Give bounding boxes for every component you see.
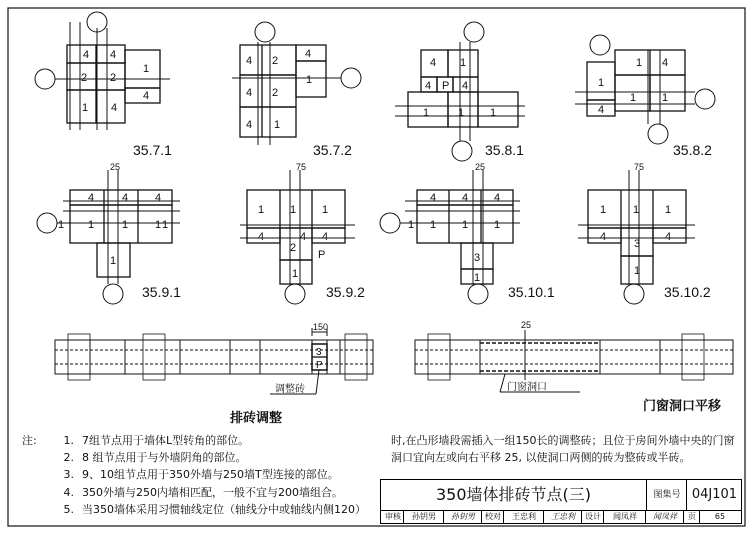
detail-label: 35.10.2 (664, 284, 711, 300)
wall-strip-opening-shift (415, 320, 733, 413)
note-text: 当350墙体采用习惯轴线定位（轴线分中或轴线内侧120） (82, 502, 366, 516)
cell-number: 4 (143, 90, 150, 102)
note-number: 3. (63, 468, 74, 482)
detail-label: 35.8.2 (673, 142, 712, 158)
check-label: 校对 (485, 512, 501, 521)
cell-number: 1 (122, 219, 129, 231)
cell-number: 3 (474, 252, 481, 264)
cell-number: 1 (633, 204, 640, 216)
axis-bubble (255, 22, 275, 42)
detail-label: 35.9.1 (142, 284, 181, 300)
detail-35-7-2 (232, 22, 361, 145)
cell-number: 1 (292, 268, 299, 280)
note-text: 7组节点用于墙体L型转角的部位。 (82, 434, 250, 447)
cell-number: 75 (634, 162, 645, 172)
dimension-text: 150 (313, 322, 329, 332)
dimension-text: 25 (110, 162, 121, 172)
note-number: 4. (63, 485, 74, 499)
cell-number: 2 (272, 87, 279, 99)
cell-number: 75 (296, 162, 307, 172)
cell-number: 3 (316, 347, 322, 358)
cell-number: 4 (430, 192, 437, 204)
cell-number: 4 (88, 192, 95, 204)
note-number: 2. (63, 451, 74, 465)
callout-label: 门窗洞口 (507, 382, 547, 393)
cell-number: 4 (600, 231, 607, 243)
detail-label: 35.7.2 (313, 142, 352, 158)
cell-number: 2 (272, 55, 279, 67)
cell-number: 1 (662, 92, 669, 104)
cell-number: 1 (58, 219, 65, 231)
detail-label: 35.10.1 (508, 284, 555, 300)
note-text: 8 组节点用于与外墙阴角的部位。 (82, 451, 247, 465)
detail-label: 35.9.2 (326, 284, 365, 300)
drawing-title: 350墙体排砖节点(三) (435, 485, 592, 504)
cell-number: 25 (475, 162, 486, 172)
axis-bubble (380, 213, 400, 233)
cell-number: 4 (598, 104, 605, 116)
atlas-label: 图集号 (646, 480, 687, 510)
checker-signature: 王忠利 (551, 512, 575, 521)
cell-number: 4 (246, 119, 253, 131)
axis-bubble (35, 69, 55, 89)
cell-number: 1 (258, 204, 265, 216)
note-number: 5. (63, 502, 74, 516)
cell-number: 1 (162, 219, 169, 231)
cell-number: 4 (300, 231, 307, 243)
cell-number: 1 (82, 102, 89, 114)
detail-35-8-1 (395, 22, 525, 161)
cell-number: 4 (665, 231, 672, 243)
page-label: 页 (688, 512, 696, 521)
designer-name: 闻凤祥 (613, 512, 637, 521)
dimension-text: 25 (521, 320, 532, 330)
cell-number: 4 (462, 192, 469, 204)
review-label: 审核 (385, 512, 401, 521)
note-number: 1. (63, 434, 74, 447)
cell-number: 1 (630, 92, 637, 104)
axis-bubble (103, 284, 123, 304)
cell-number: 1 (462, 219, 469, 231)
cell-number: 4 (494, 192, 501, 204)
cell-number: 4 (430, 57, 437, 69)
cell-number: 3 (634, 238, 641, 250)
cell-number: P (316, 360, 323, 371)
axis-bubble (590, 35, 610, 55)
notes (22, 432, 366, 518)
cell-number: 4 (110, 49, 117, 61)
cell-number: P (442, 80, 450, 92)
axis-bubble (468, 284, 488, 304)
axis-bubble (695, 89, 715, 109)
detail-35-7-1 (35, 12, 170, 130)
detail-label: 35.8.1 (485, 142, 524, 158)
detail-35-8-2 (575, 35, 715, 144)
checker-name: 王忠利 (512, 512, 536, 521)
cell-number: 1 (474, 272, 481, 284)
cell-number: 1 (408, 219, 415, 231)
cell-number: 1 (274, 119, 281, 131)
detail-35-9-2 (240, 162, 355, 304)
wall-strip-adjustment (55, 322, 373, 425)
axis-bubble (341, 68, 361, 88)
cell-number: 4 (111, 102, 118, 114)
detail-35-10-2 (578, 162, 695, 304)
cell-number: 4 (305, 48, 312, 60)
cell-number: 4 (662, 57, 669, 69)
cell-number: 1 (598, 77, 605, 89)
cell-number: 4 (258, 231, 265, 243)
cell-number: 1 (494, 219, 501, 231)
cell-number: 1 (636, 57, 643, 69)
axis-bubble (452, 141, 472, 161)
cell-number: 1 (110, 255, 117, 267)
note-text: 350外墙与250内墙相匹配，一般不宜与200墙组合。 (82, 485, 343, 499)
cell-number: 1 (665, 204, 672, 216)
cell-number: 4 (246, 55, 253, 67)
reviewer-signature: 孙钥男 (451, 512, 475, 521)
note-text: 9、10组节点用于350外墙与250墙T型连接的部位。 (82, 468, 339, 482)
title-block (380, 479, 742, 524)
cell-number: 1 (430, 219, 437, 231)
cell-number: P (318, 249, 326, 261)
cell-number: 1 (423, 107, 430, 119)
cell-number: 4 (246, 87, 253, 99)
axis-bubble (464, 22, 484, 42)
axis-bubble (648, 124, 668, 144)
detail-label: 35.7.1 (133, 142, 172, 158)
signature-row (381, 510, 741, 523)
cell-number: 2 (290, 242, 297, 254)
cell-number: 1 (600, 204, 607, 216)
design-label: 设计 (585, 512, 601, 521)
cell-number: 1 (143, 63, 150, 75)
axis-bubble (37, 213, 57, 233)
atlas-number: 04J101 (686, 480, 742, 510)
axis-bubble (624, 284, 644, 304)
page-number: 65 (714, 512, 726, 521)
cell-number: 4 (122, 192, 129, 204)
cell-number: 4 (155, 192, 162, 204)
reviewer-name: 孙钥男 (412, 512, 436, 521)
cell-number: 1 (306, 74, 313, 86)
cell-number: 1 (490, 107, 497, 119)
cell-number: 4 (425, 80, 432, 92)
cell-number: 1 (290, 204, 297, 216)
axis-bubble (285, 284, 305, 304)
note-continuation: 时,在凸形墙段需插入一组150长的调整砖；且位于房间外墙中央的门窗洞口宜向左或向右平移 25, 以使洞口两侧的砖为整砖或半砖。 (391, 434, 735, 465)
cell-number: 1 (460, 57, 467, 69)
cell-number: 1 (458, 107, 465, 119)
cell-number: 4 (322, 231, 329, 243)
detail-35-9-1 (37, 162, 180, 304)
detail-35-10-1 (380, 162, 520, 304)
designer-signature: 闻凤祥 (653, 512, 677, 521)
cell-number: 1 (155, 219, 162, 231)
cell-number: 2 (110, 72, 117, 84)
cell-number: 1 (88, 219, 95, 231)
cell-number: 4 (462, 80, 469, 92)
notes-prefix: 注: (22, 434, 37, 447)
cell-number: 2 (81, 72, 88, 84)
cell-number: 4 (83, 49, 90, 61)
strip-caption: 门窗洞口平移 (643, 398, 722, 413)
strip-caption: 排砖调整 (230, 410, 283, 425)
cell-number: 1 (322, 204, 329, 216)
callout-label: 调整砖 (275, 384, 305, 395)
cell-number: 1 (634, 265, 641, 277)
